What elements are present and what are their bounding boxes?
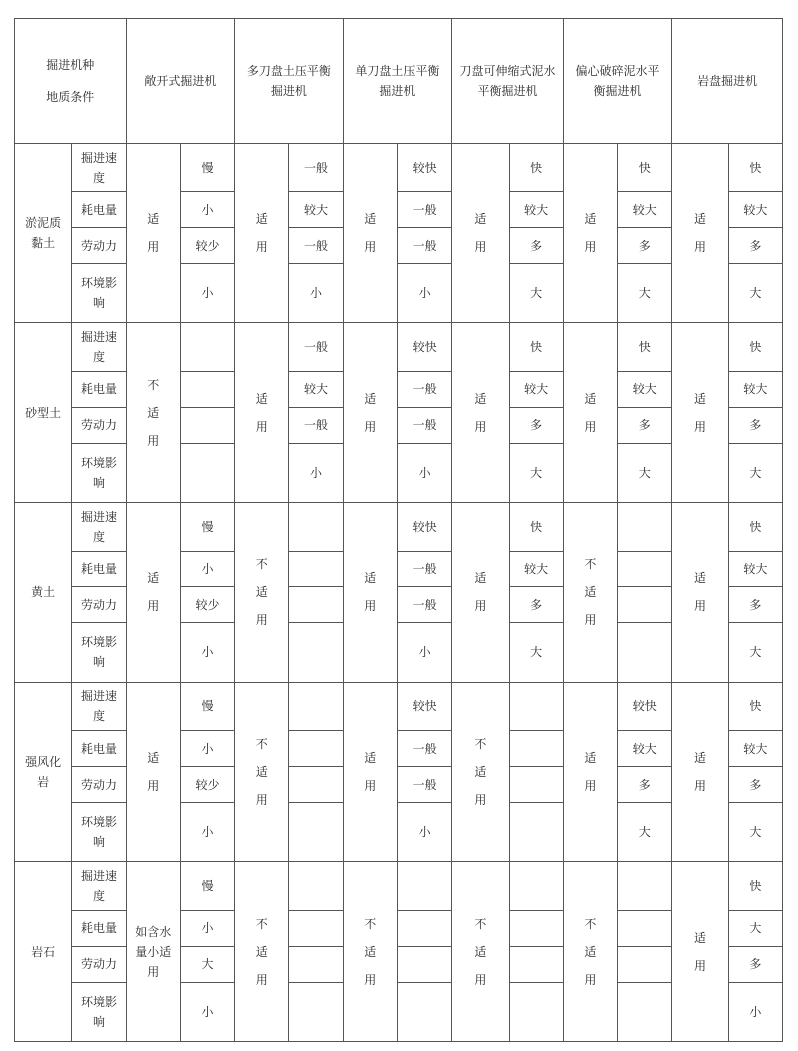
attribute-cell [72,143,126,192]
suitability-label: 适用 [364,571,377,614]
value-cell: 一般 [289,323,343,372]
suitability-cell [452,143,509,323]
value-cell [509,803,563,862]
value-cell: 较大 [728,192,782,228]
suitability-label: 不适用 [584,557,597,628]
value-cell: 快 [509,502,563,551]
suitability-cell [126,682,180,862]
machine-header-label: 偏心破碎泥水平衡掘进机 [575,63,660,98]
value-cell: 快 [728,682,782,731]
suitability-cell [672,323,728,503]
value-cell: 一般 [397,371,451,407]
suitability-cell [343,502,397,682]
value-cell: 小 [180,623,234,682]
suitability-cell [452,862,509,1042]
value-cell: 快 [618,323,672,372]
suitability-cell [343,143,397,323]
attribute-cell [72,587,126,623]
machine-header-label: 岩盘掘进机 [697,73,758,88]
suitability-cell [126,143,180,323]
value-cell: 较大 [728,551,782,587]
suitability-label: 适用 [584,391,597,434]
suitability-cell [452,323,509,503]
value-cell: 较快 [397,682,451,731]
machine-header-rock-tbm [672,19,783,144]
value-cell: 一般 [397,731,451,767]
value-cell [618,946,672,982]
value-cell: 多 [728,228,782,264]
value-cell: 较快 [397,502,451,551]
value-cell: 小 [397,443,451,502]
suitability-label: 适用 [474,571,487,614]
value-cell: 小 [728,982,782,1041]
suitability-label: 适用 [584,212,597,255]
suitability-cell [343,862,397,1042]
suitability-cell [343,682,397,862]
geology-cell [15,502,72,682]
value-cell: 大 [618,443,672,502]
suitability-label: 适用 [147,571,160,614]
value-cell: 小 [180,982,234,1041]
value-cell: 小 [397,623,451,682]
value-cell [180,371,234,407]
value-cell [509,910,563,946]
suitability-cell [672,143,728,323]
value-cell: 一般 [289,143,343,192]
geology-label: 强风化岩 [25,754,62,789]
suitability-label: 适用 [255,391,268,434]
value-cell: 较大 [618,192,672,228]
value-cell: 大 [728,623,782,682]
value-cell: 较大 [728,731,782,767]
attribute-label: 劳动力 [80,957,117,972]
suitability-cell [672,862,728,1042]
suitability-cell [235,323,289,503]
value-cell: 较大 [289,192,343,228]
attribute-cell [72,946,126,982]
value-cell: 慢 [180,682,234,731]
suitability-cell [235,862,289,1042]
value-cell: 小 [180,551,234,587]
suitability-label: 适用 [255,212,268,255]
attribute-cell [72,443,126,502]
attribute-label: 劳动力 [80,777,117,792]
value-cell: 一般 [397,192,451,228]
value-cell: 快 [509,143,563,192]
attribute-cell [72,502,126,551]
value-cell: 小 [397,803,451,862]
attribute-label: 环境影响 [80,455,117,490]
suitability-label: 适用 [693,571,706,614]
value-cell [289,862,343,911]
suitability-cell [563,323,617,503]
value-cell: 慢 [180,502,234,551]
attribute-label: 耗电量 [80,382,117,397]
value-cell: 快 [728,502,782,551]
attribute-label: 掘进速度 [80,150,117,185]
suitability-cell [126,323,180,503]
value-cell: 多 [509,587,563,623]
geology-cell [15,323,72,503]
table-row [15,862,783,911]
comparison-table [14,18,783,1042]
value-cell: 多 [618,767,672,803]
attribute-label: 掘进速度 [80,869,117,903]
value-cell [180,443,234,502]
value-cell: 较大 [618,731,672,767]
attribute-cell [72,731,126,767]
attribute-label: 掘进速度 [80,509,117,544]
value-cell: 大 [509,264,563,323]
value-cell: 多 [728,587,782,623]
value-cell: 小 [180,264,234,323]
value-cell: 多 [618,228,672,264]
value-cell [509,946,563,982]
suitability-label: 适用 [693,212,706,255]
suitability-label: 不适用 [255,916,268,987]
value-cell: 一般 [289,407,343,443]
suitability-cell [126,862,180,1042]
value-cell [289,982,343,1041]
value-cell [618,551,672,587]
value-cell [289,946,343,982]
value-cell: 大 [728,264,782,323]
suitability-label: 适用 [364,750,377,793]
value-cell [289,682,343,731]
geology-cell [15,143,72,323]
table-row [15,323,783,372]
value-cell [289,623,343,682]
value-cell: 大 [618,264,672,323]
suitability-cell [452,502,509,682]
value-cell: 慢 [180,143,234,192]
value-cell [180,407,234,443]
value-cell: 快 [728,323,782,372]
table-row [15,502,783,551]
suitability-label: 不适用 [147,377,160,448]
value-cell: 一般 [397,228,451,264]
attribute-cell [72,862,126,911]
value-cell: 快 [618,143,672,192]
value-cell [397,910,451,946]
machine-header-open [126,19,235,144]
suitability-cell [672,502,728,682]
attribute-label: 环境影响 [80,635,117,670]
value-cell [289,587,343,623]
machine-header-single-cutter-epb [343,19,452,144]
suitability-label: 不适用 [474,736,487,807]
value-cell: 大 [728,910,782,946]
attribute-label: 耗电量 [80,741,117,756]
suitability-label: 适用 [584,750,597,793]
value-cell [509,767,563,803]
geology-label: 砂型土 [25,405,62,420]
suitability-cell [126,502,180,682]
attribute-label: 劳动力 [80,597,117,612]
attribute-cell [72,767,126,803]
value-cell: 快 [509,323,563,372]
value-cell: 较少 [180,587,234,623]
value-cell: 多 [728,767,782,803]
value-cell: 一般 [397,551,451,587]
suitability-cell [672,682,728,862]
value-cell: 小 [397,264,451,323]
value-cell: 大 [618,803,672,862]
machine-header-retractable-slurry [452,19,564,144]
attribute-cell [72,264,126,323]
attribute-label: 耗电量 [80,921,117,936]
value-cell: 较大 [509,371,563,407]
value-cell: 较大 [728,371,782,407]
table-row [15,143,783,192]
attribute-label: 耗电量 [80,202,117,217]
attribute-label: 环境影响 [80,815,117,850]
value-cell: 小 [289,264,343,323]
value-cell: 小 [180,910,234,946]
value-cell: 较大 [289,371,343,407]
attribute-label: 掘进速度 [80,330,117,365]
suitability-label: 适用 [693,930,706,973]
value-cell [180,323,234,372]
attribute-cell [72,192,126,228]
suitability-label: 不适用 [255,557,268,628]
machine-header-label: 单刀盘土压平衡掘进机 [355,63,440,98]
geology-cell [15,682,72,862]
value-cell [509,682,563,731]
suitability-label: 不适用 [255,736,268,807]
suitability-label: 适用 [693,391,706,434]
value-cell: 小 [180,731,234,767]
table-row [15,682,783,731]
suitability-label: 不适用 [584,916,597,987]
value-cell: 大 [728,443,782,502]
value-cell [289,502,343,551]
suitability-label: 适用 [364,212,377,255]
value-cell: 较少 [180,767,234,803]
attribute-cell [72,371,126,407]
attribute-label: 环境影响 [80,994,117,1029]
geology-label: 淤泥质黏土 [25,216,62,251]
value-cell: 较少 [180,228,234,264]
value-cell: 一般 [397,767,451,803]
geology-cell [15,862,72,1042]
suitability-label: 如含水量小适用 [135,924,172,979]
value-cell [618,982,672,1041]
attribute-cell [72,323,126,372]
value-cell: 慢 [180,862,234,911]
value-cell: 大 [509,443,563,502]
corner-label-machine-type: 掘进机种 [46,57,95,72]
value-cell: 小 [180,803,234,862]
suitability-label: 适用 [147,750,160,793]
value-cell: 小 [180,192,234,228]
value-cell: 多 [618,407,672,443]
value-cell: 快 [728,862,782,911]
attribute-label: 耗电量 [80,562,117,577]
value-cell [618,910,672,946]
suitability-cell [563,862,617,1042]
value-cell: 较快 [397,323,451,372]
suitability-label: 不适用 [474,916,487,987]
suitability-label: 适用 [474,212,487,255]
value-cell [289,767,343,803]
attribute-cell [72,228,126,264]
value-cell: 大 [509,623,563,682]
suitability-cell [563,682,617,862]
value-cell: 一般 [397,407,451,443]
machine-header-label: 多刀盘土压平衡掘进机 [246,63,331,98]
value-cell: 一般 [289,228,343,264]
value-cell: 较快 [618,682,672,731]
suitability-label: 适用 [364,391,377,434]
attribute-cell [72,623,126,682]
value-cell: 较大 [509,551,563,587]
geology-label: 黄土 [31,585,56,600]
value-cell [289,803,343,862]
attribute-cell [72,407,126,443]
suitability-cell [235,682,289,862]
value-cell: 大 [180,946,234,982]
value-cell [509,982,563,1041]
value-cell [289,551,343,587]
attribute-label: 劳动力 [80,238,117,253]
corner-header-cell [15,19,127,144]
value-cell: 大 [728,803,782,862]
value-cell [618,862,672,911]
suitability-cell [343,323,397,503]
suitability-label: 适用 [147,212,160,255]
value-cell [397,862,451,911]
value-cell [509,862,563,911]
attribute-cell [72,910,126,946]
value-cell: 多 [728,946,782,982]
value-cell [618,587,672,623]
attribute-label: 劳动力 [80,418,117,433]
suitability-cell [563,143,617,323]
suitability-cell [235,143,289,323]
machine-header-label: 敞开式掘进机 [144,73,217,88]
suitability-label: 不适用 [364,916,377,987]
value-cell [289,910,343,946]
value-cell [618,623,672,682]
value-cell: 较快 [397,143,451,192]
attribute-cell [72,803,126,862]
suitability-label: 适用 [474,391,487,434]
corner-label-geology: 地质条件 [46,89,95,104]
suitability-cell [563,502,617,682]
machine-header-eccentric-slurry [563,19,672,144]
machine-header-label: 刀盘可伸缩式泥水平衡掘进机 [459,63,556,98]
geology-label: 岩石 [31,944,56,959]
value-cell [618,502,672,551]
value-cell: 多 [509,228,563,264]
value-cell [509,731,563,767]
value-cell [289,731,343,767]
attribute-label: 掘进速度 [80,689,117,724]
machine-header-multi-cutter-epb [235,19,344,144]
suitability-cell [452,682,509,862]
value-cell [397,982,451,1041]
value-cell: 多 [728,407,782,443]
value-cell: 较大 [509,192,563,228]
attribute-cell [72,551,126,587]
attribute-cell [72,982,126,1041]
attribute-cell [72,682,126,731]
suitability-cell [235,502,289,682]
attribute-label: 环境影响 [80,276,117,311]
value-cell: 多 [509,407,563,443]
value-cell: 快 [728,143,782,192]
suitability-label: 适用 [693,750,706,793]
value-cell: 小 [289,443,343,502]
value-cell [397,946,451,982]
header-row [15,19,783,144]
value-cell: 较大 [618,371,672,407]
value-cell: 一般 [397,587,451,623]
